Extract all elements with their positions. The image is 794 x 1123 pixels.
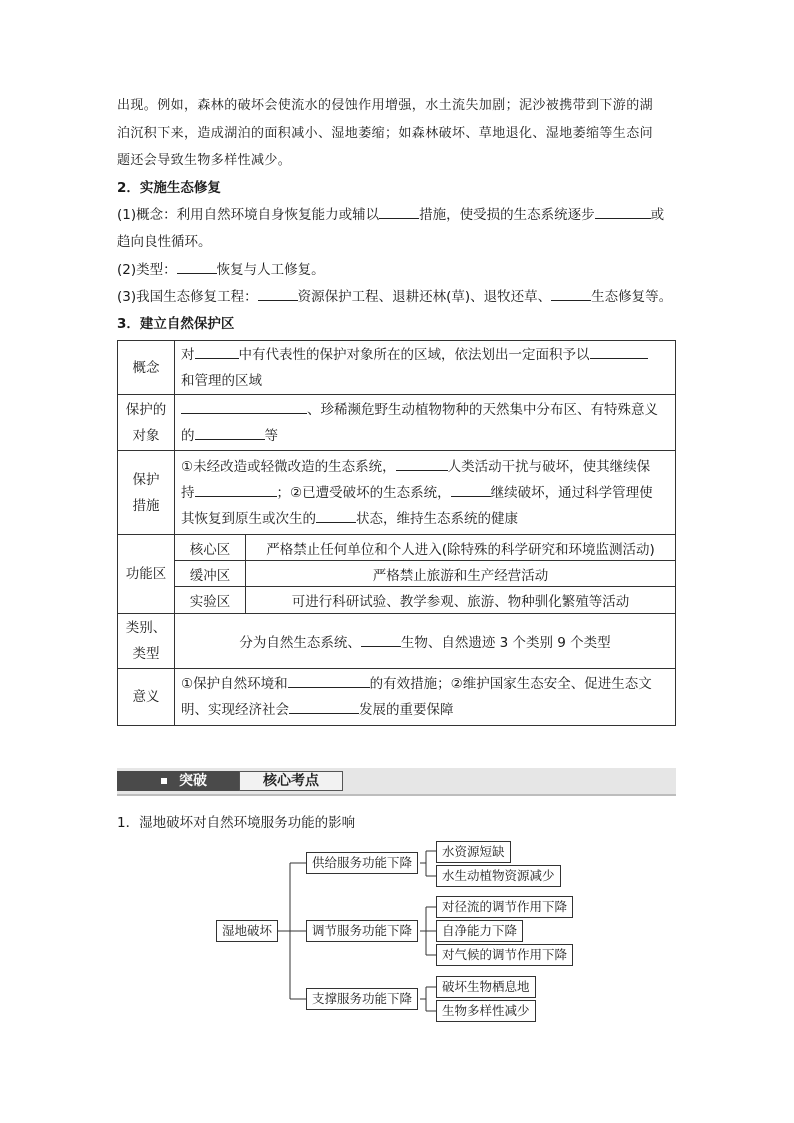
row-label-meaning: 意义 [118,669,175,726]
type-cell: 分为自然生态系统、 生物、自然遗迹 3 个类别 9 个类型 [175,614,676,669]
measures-cell: ①未经改造或轻微改造的生态系统， 人类活动干扰与破坏，使其继续保 持 ；②已遭受破坏的生态系统， 继续破坏，通过科学管理使 其恢复到原生或次生的 状态，维持生态系统的健康 [175,451,676,535]
intro-line-2: 泊沉积下来，造成湖泊的面积减小、湿地萎缩；如森林破坏、草地退化、湿地萎缩等生态问 [117,126,654,141]
section-2-concept-cont: 趋向良性循环。 [117,234,212,250]
zone-desc: 可进行科研试验、教学参观、旅游、物种驯化繁殖等活动 [246,587,676,614]
row-label-type: 类别、 类型 [118,614,175,669]
section-2-projects: (3)我国生态修复工程： 资源保护工程、退耕还林(草)、退牧还草、 生态修复等。 [117,283,672,311]
leaf-item: 破坏生物栖息地 [436,976,536,998]
row-label-concept: 概念 [118,341,175,395]
leaf-item: 水资源短缺 [436,841,511,863]
diagram-root: 湿地破坏 [216,920,278,942]
zone-desc: 严格禁止任何单位和个人进入(除特殊的科学研究和环境监测活动) [246,535,676,561]
branch-supporting: 支撑服务功能下降 [306,988,418,1010]
zone-name: 实验区 [175,587,246,614]
leaf-item: 对径流的调节作用下降 [436,896,573,918]
intro-line-3: 题还会导致生物多样性减少。 [117,153,292,168]
object-cell: 、珍稀濒危野生动植物物种的天然集中分布区、有特殊意义 的 等 [175,395,676,451]
row-label-object: 保护的 对象 [118,395,175,451]
section-2-title: 2．实施生态修复 [117,180,221,196]
concept-cell: 对 中有代表性的保护对象所在的区域，依法划出一定面积予以 和管理的区域 [175,341,676,395]
section-2-concept: (1)概念：利用自然环境自身恢复能力或辅以 措施，使受损的生态系统逐步 或 [117,201,664,229]
intro-line-1: 出现。例如，森林的破坏会使流水的侵蚀作用增强，水土流失加剧；泥沙被携带到下游的湖 [117,98,654,113]
branch-supply: 供给服务功能下降 [306,852,418,874]
banner-light-label: 核心考点 [239,771,343,791]
zone-desc: 严格禁止旅游和生产经营活动 [246,561,676,587]
core-title: 1．湿地破坏对自然环境服务功能的影响 [117,815,356,831]
row-label-measures: 保护 措施 [118,451,175,535]
leaf-item: 水生动植物资源减少 [436,865,561,887]
section-2-types: (2)类型： 恢复与人工修复。 [117,256,325,284]
banner-dark-label: 突破 [117,771,239,791]
section-3-title: 3．建立自然保护区 [117,316,235,332]
leaf-item: 自净能力下降 [436,920,523,942]
meaning-cell: ①保护自然环境和 的有效措施；②维护国家生态安全、促进生态文 明、实现经济社会 发展的重要保障 [175,669,676,726]
zone-name: 缓冲区 [175,561,246,587]
zone-name: 核心区 [175,535,246,561]
leaf-item: 生物多样性减少 [436,1000,536,1022]
row-label-zones: 功能区 [118,535,175,614]
leaf-item: 对气候的调节作用下降 [436,944,573,966]
branch-regulating: 调节服务功能下降 [306,920,418,942]
